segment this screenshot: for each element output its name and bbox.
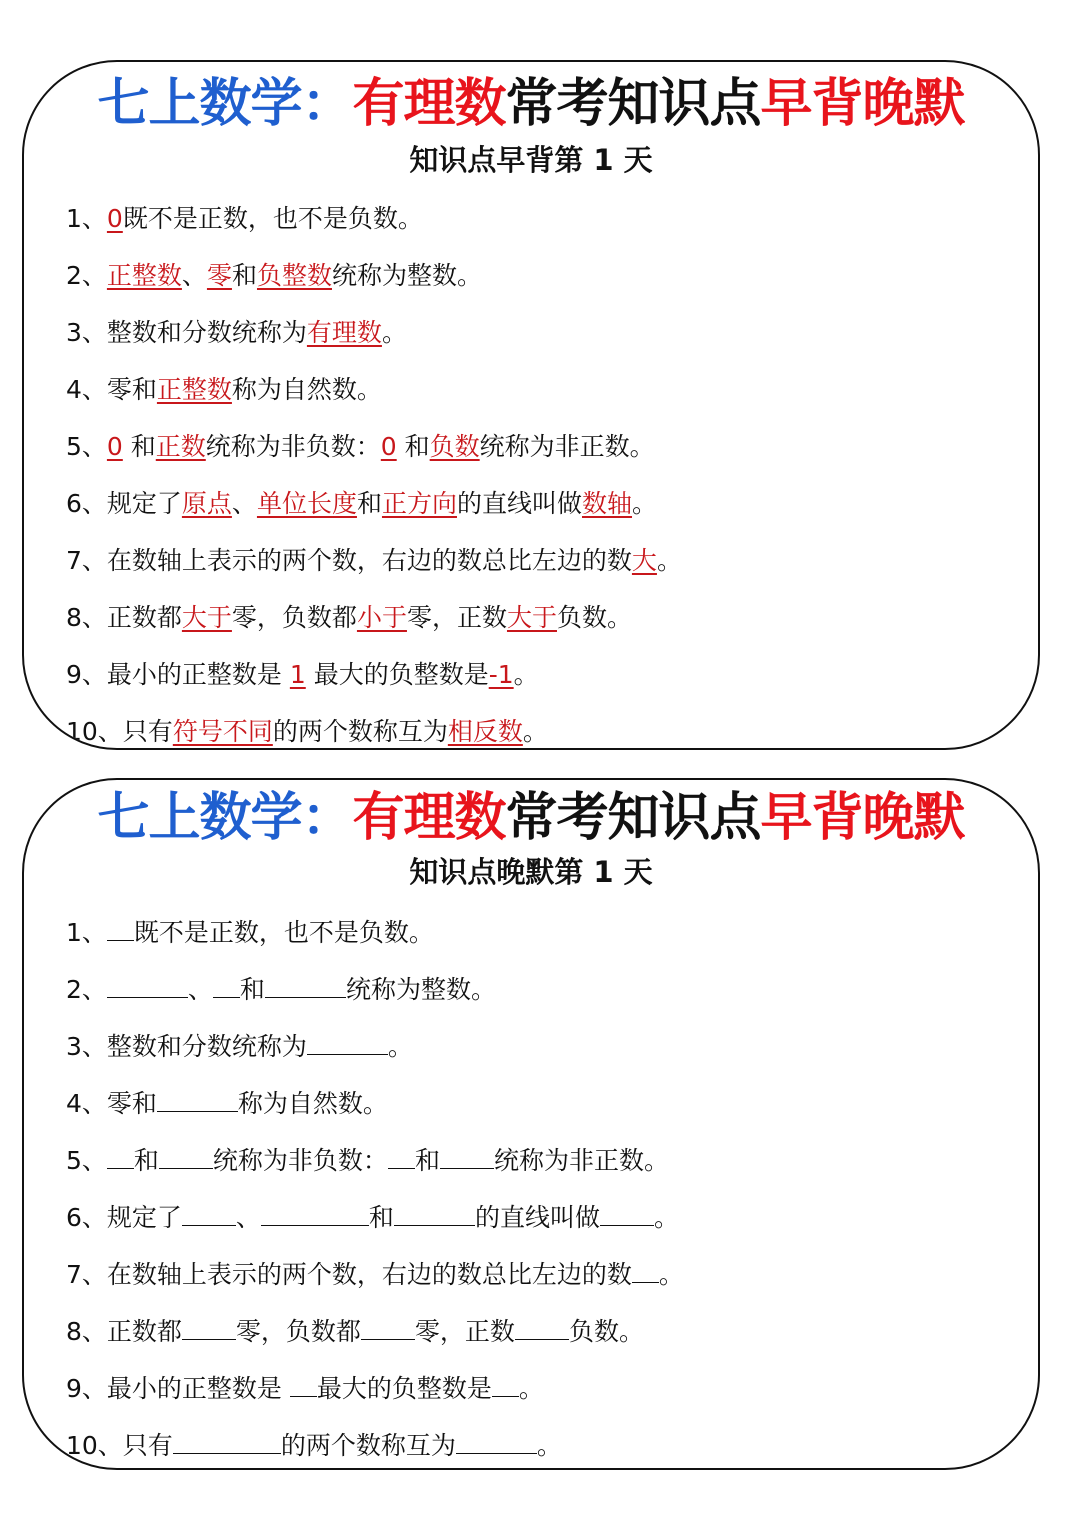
item-text: 4、零和 <box>66 1089 157 1118</box>
item-text: 统称为整数。 <box>331 261 482 290</box>
item-text: 。 <box>513 660 539 689</box>
fill-in-blank[interactable] <box>290 1392 317 1397</box>
item-text: 和 <box>122 432 156 461</box>
evening-dictation-card <box>22 778 1040 1470</box>
morning-item-list <box>66 190 1018 750</box>
item-text: 9、最小的正整数是 <box>66 660 290 689</box>
item-text: 。 <box>632 489 658 518</box>
item-text: 。 <box>536 1431 562 1460</box>
page-title <box>24 74 1038 134</box>
answer-text: 大于 <box>181 603 232 632</box>
item-text: 和 <box>239 975 265 1004</box>
answer-text: 零 <box>206 261 232 290</box>
fill-in-blank[interactable] <box>261 1221 369 1226</box>
answer-text: 符号不同 <box>172 717 273 746</box>
title-part-knowledge: 常考知识点 <box>505 73 761 134</box>
title-part-subject: 七上数学： <box>97 73 353 134</box>
answer-text: 负整数 <box>256 261 332 290</box>
item-text: 统称为整数。 <box>345 975 496 1004</box>
item-text: 、 <box>231 489 257 518</box>
title-part-method: 早背晚默 <box>760 787 965 848</box>
item-text: 零，正数 <box>406 603 507 632</box>
answer-item <box>66 475 1018 532</box>
answer-text: 负数 <box>429 432 480 461</box>
item-text: 和 <box>133 1146 159 1175</box>
item-text: 。 <box>381 318 407 347</box>
answer-item <box>66 190 1018 247</box>
item-text: 。 <box>522 717 548 746</box>
item-text: 。 <box>658 1260 684 1289</box>
answer-text: 1 <box>289 660 306 689</box>
fill-in-blank[interactable] <box>173 1449 281 1454</box>
item-text: 和 <box>231 261 257 290</box>
answer-text: 单位长度 <box>256 489 357 518</box>
fill-in-blank[interactable] <box>388 1164 415 1169</box>
answer-item <box>66 703 1018 750</box>
answer-text: 大 <box>631 546 657 575</box>
morning-recite-card <box>22 60 1040 750</box>
evening-item-list <box>66 904 1018 1470</box>
answer-item <box>66 646 1018 703</box>
fill-in-blank[interactable] <box>440 1164 494 1169</box>
item-text: 的两个数称互为 <box>272 717 448 746</box>
item-text: 6、规定了 <box>66 489 182 518</box>
fill-in-blank[interactable] <box>182 1221 236 1226</box>
item-text: 8、正数都 <box>66 603 182 632</box>
blank-item[interactable] <box>66 1360 1018 1417</box>
blank-item[interactable] <box>66 904 1018 961</box>
answer-text: 正整数 <box>106 261 182 290</box>
item-text: 3、整数和分数统称为 <box>66 318 307 347</box>
item-text: 称为自然数。 <box>231 375 382 404</box>
blank-item[interactable] <box>66 1018 1018 1075</box>
fill-in-blank[interactable] <box>265 993 346 998</box>
item-text: 。 <box>518 1374 544 1403</box>
item-text: 和 <box>368 1203 394 1232</box>
item-text: 、 <box>235 1203 261 1232</box>
item-text: 8、正数都 <box>66 1317 182 1346</box>
title-part-method: 早背晚默 <box>760 73 965 134</box>
item-text: 6、规定了 <box>66 1203 182 1232</box>
fill-in-blank[interactable] <box>492 1392 519 1397</box>
blank-item[interactable] <box>66 1132 1018 1189</box>
item-text: 统称为非正数。 <box>493 1146 669 1175</box>
answer-text: -1 <box>488 660 514 689</box>
answer-text: 正方向 <box>381 489 457 518</box>
fill-in-blank[interactable] <box>456 1449 537 1454</box>
item-text: 9、最小的正整数是 <box>66 1374 290 1403</box>
item-text: 。 <box>653 1203 679 1232</box>
fill-in-blank[interactable] <box>182 1335 236 1340</box>
item-text: 既不是正数，也不是负数。 <box>122 204 423 233</box>
fill-in-blank[interactable] <box>107 1164 134 1169</box>
fill-in-blank[interactable] <box>307 1050 388 1055</box>
blank-item[interactable] <box>66 1303 1018 1360</box>
blank-item[interactable] <box>66 1246 1018 1303</box>
item-text: 1、 <box>66 204 107 233</box>
item-text: 零，负数都 <box>235 1317 361 1346</box>
item-text: 、 <box>181 261 207 290</box>
item-text: 称为自然数。 <box>237 1089 388 1118</box>
fill-in-blank[interactable] <box>107 936 134 941</box>
item-text: 既不是正数，也不是负数。 <box>133 918 434 947</box>
item-text: 负数。 <box>568 1317 644 1346</box>
item-text: 负数。 <box>556 603 632 632</box>
fill-in-blank[interactable] <box>632 1278 659 1283</box>
page-title <box>24 788 1038 848</box>
item-text: 4、零和 <box>66 375 157 404</box>
item-text: 7、在数轴上表示的两个数，右边的数总比左边的数 <box>66 546 632 575</box>
item-text: 零，负数都 <box>231 603 357 632</box>
item-text: 最大的负整数是 <box>305 660 489 689</box>
item-text: 的两个数称互为 <box>280 1431 456 1460</box>
title-part-topic: 有理数 <box>352 73 506 134</box>
answer-text: 正数 <box>155 432 206 461</box>
blank-item[interactable] <box>66 1075 1018 1132</box>
answer-text: 0 <box>106 204 123 233</box>
answer-item <box>66 589 1018 646</box>
item-text: 和 <box>396 432 430 461</box>
fill-in-blank[interactable] <box>515 1335 569 1340</box>
blank-item[interactable] <box>66 961 1018 1018</box>
item-text: 2、 <box>66 261 107 290</box>
item-text: 1、 <box>66 918 107 947</box>
answer-text: 相反数 <box>447 717 523 746</box>
fill-in-blank[interactable] <box>159 1164 213 1169</box>
title-part-subject: 七上数学： <box>97 787 353 848</box>
title-part-knowledge: 常考知识点 <box>505 787 761 848</box>
answer-item <box>66 304 1018 361</box>
answer-text: 0 <box>106 432 123 461</box>
item-text: 7、在数轴上表示的两个数，右边的数总比左边的数 <box>66 1260 632 1289</box>
morning-subtitle: 知识点早背第 1 天 <box>409 143 653 177</box>
fill-in-blank[interactable] <box>213 993 240 998</box>
answer-text: 有理数 <box>306 318 382 347</box>
fill-in-blank[interactable] <box>394 1221 475 1226</box>
title-part-topic: 有理数 <box>352 787 506 848</box>
item-text: 10、只有 <box>66 717 173 746</box>
item-text: 最大的负整数是 <box>316 1374 492 1403</box>
item-text: 10、只有 <box>66 1431 173 1460</box>
blank-item[interactable] <box>66 1189 1018 1246</box>
item-text: 统称为非负数： <box>205 432 381 461</box>
item-text: 零，正数 <box>414 1317 515 1346</box>
item-text: 、 <box>187 975 213 1004</box>
answer-item <box>66 418 1018 475</box>
answer-text: 数轴 <box>582 489 633 518</box>
evening-subtitle: 知识点晚默第 1 天 <box>409 855 653 889</box>
answer-text: 正整数 <box>156 375 232 404</box>
item-text: 2、 <box>66 975 107 1004</box>
item-text: 3、整数和分数统称为 <box>66 1032 307 1061</box>
answer-text: 原点 <box>181 489 232 518</box>
item-text: 5、 <box>66 1146 107 1175</box>
item-text: 。 <box>656 546 682 575</box>
item-text: 统称为非负数： <box>212 1146 388 1175</box>
fill-in-blank[interactable] <box>107 993 188 998</box>
fill-in-blank[interactable] <box>361 1335 415 1340</box>
answer-item <box>66 361 1018 418</box>
fill-in-blank[interactable] <box>600 1221 654 1226</box>
answer-item <box>66 532 1018 589</box>
item-text: 的直线叫做 <box>474 1203 600 1232</box>
answer-text: 小于 <box>356 603 407 632</box>
answer-text: 大于 <box>506 603 557 632</box>
item-text: 的直线叫做 <box>456 489 582 518</box>
blank-item[interactable] <box>66 1417 1018 1470</box>
item-text: 和 <box>356 489 382 518</box>
fill-in-blank[interactable] <box>157 1107 238 1112</box>
answer-text: 0 <box>380 432 397 461</box>
item-text: 和 <box>414 1146 440 1175</box>
item-text: 统称为非正数。 <box>479 432 655 461</box>
item-text: 。 <box>387 1032 413 1061</box>
item-text: 5、 <box>66 432 107 461</box>
answer-item <box>66 247 1018 304</box>
